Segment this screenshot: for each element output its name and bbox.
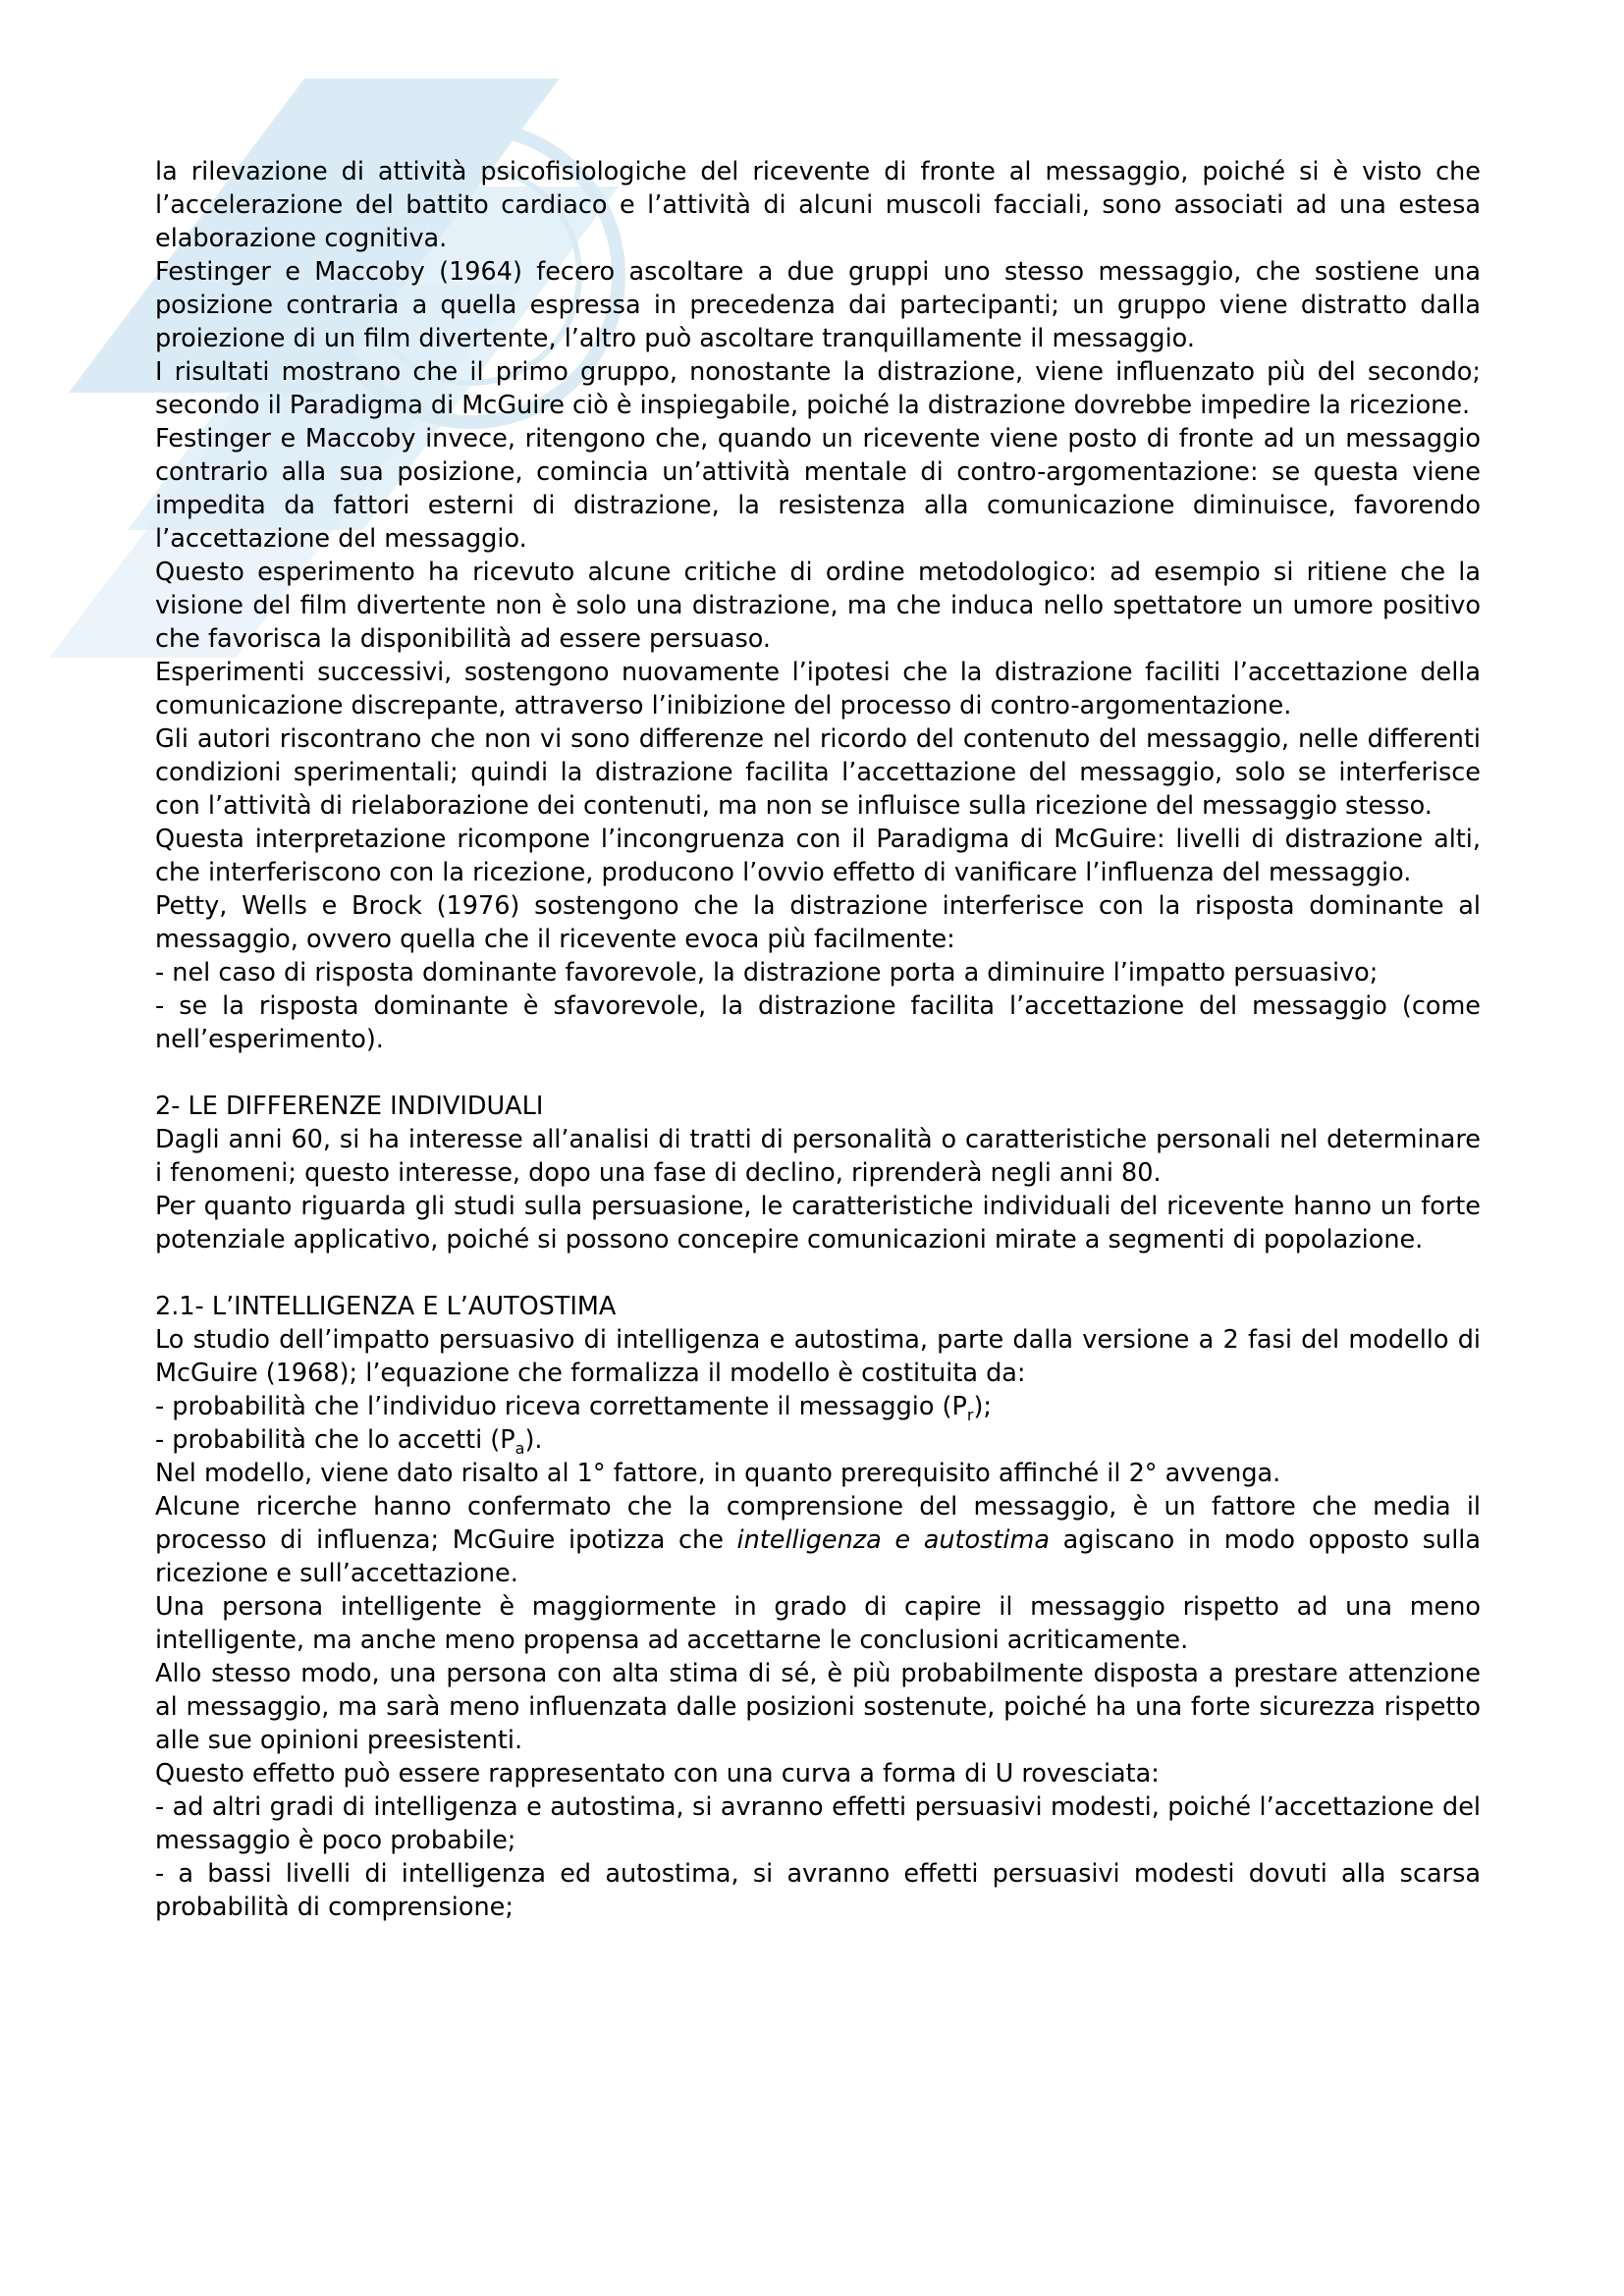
paragraph: I risultati mostrano che il primo gruppo, nonostante la distrazione, viene influenzato più del secondo; secondo il Paradigma di McGuire ciò è inspiegabile, poiché la distrazione dovrebbe impedire la ricezione. — [155, 357, 1481, 420]
paragraph: Festinger e Maccoby invece, ritengono che, quando un ricevente viene posto di fronte ad un messaggio contrario alla sua posizione, comincia un’attività mentale di contro-argomentazione: se questa viene impedita da fattori esterni di distrazione, la resistenza alla comunicazione diminuisce, favorendo l’accettazione del messaggio. — [155, 424, 1481, 554]
list-item: - nel caso di risposta dominante favorevole, la distrazione porta a diminuire l’impatto persuasivo; — [155, 958, 1379, 988]
paragraph: Questa interpretazione ricompone l’incongruenza con il Paradigma di McGuire: livelli di distrazione alti, che interferiscono con la ricezione, producono l’ovvio effetto di vanificare l’influenza del messaggio. — [155, 825, 1481, 887]
paragraph: Gli autori riscontrano che non vi sono differenze nel ricordo del contenuto del messaggio, nelle differenti condizioni sperimentali; quindi la distrazione facilita l’accettazione del messaggio, solo se interferisce con l’attività di rielaborazione dei contenuti, ma non se influisce sulla ricezione del messaggio stesso. — [155, 724, 1481, 821]
subscript: a — [514, 1439, 525, 1459]
paragraph: Questo esperimento ha ricevuto alcune critiche di ordine metodologico: ad esempio si ritiene che la visione del film divertente non è solo una distrazione, ma che induca nello spettatore un umore positivo che favorisca la disponibilità ad essere persuaso. — [155, 558, 1481, 654]
paragraph: Dagli anni 60, si ha interesse all’analisi di tratti di personalità o caratteristiche personali nel determinare i fenomeni; questo interesse, dopo una fase di declino, riprenderà negli anni 80. — [155, 1125, 1481, 1188]
paragraph: Nel modello, viene dato risalto al 1° fattore, in quanto prerequisito affinché il 2° avvenga. — [155, 1459, 1281, 1488]
list-item-end: ); — [973, 1392, 993, 1421]
paragraph: Allo stesso modo, una persona con alta stima di sé, è più probabilmente disposta a prestare attenzione al messaggio, ma sarà meno influenzata dalle posizioni sostenute, poiché ha una forte sicurezza rispetto alle sue opinioni preesistenti. — [155, 1659, 1481, 1755]
list-item-text: - probabilità che lo accetti (P — [155, 1425, 515, 1455]
paragraph: Lo studio dell’impatto persuasivo di intelligenza e autostima, parte dalla versione a 2 fasi del modello di McGuire (1968); l’equazione che formalizza il modello è costituita da: — [155, 1325, 1481, 1388]
paragraph: Questo effetto può essere rappresentato con una curva a forma di U rovesciata: — [155, 1759, 1160, 1789]
italic-text: intelligenza e autostima — [736, 1525, 1050, 1555]
list-item-text: - probabilità che l’individuo riceva correttamente il messaggio (P — [155, 1392, 967, 1421]
paragraph: Esperimenti successivi, sostengono nuovamente l’ipotesi che la distrazione faciliti l’accettazione della comunicazione discrepante, attraverso l’inibizione del processo di contro-argomentazione. — [155, 658, 1481, 721]
document-page — [155, 155, 1481, 1924]
subscript: r — [966, 1406, 974, 1425]
list-item: - se la risposta dominante è sfavorevole, la distrazione facilita l’accettazione del messaggio (come nell’esperimento). — [155, 991, 1481, 1054]
list-item-end: ). — [524, 1425, 543, 1455]
paragraph: Una persona intelligente è maggiormente in grado di capire il messaggio rispetto ad una meno intelligente, ma anche meno propensa ad accettarne le conclusioni acriticamente. — [155, 1592, 1481, 1655]
paragraph-text: Alcune ricerche hanno confermato che la comprensione del messaggio, è un fattore che media il processo di influenza; McGuire ipotizza che — [155, 1492, 1481, 1555]
list-item: - a bassi livelli di intelligenza ed autostima, si avranno effetti persuasivi modesti dovuti alla scarsa probabilità di comprensione; — [155, 1859, 1481, 1922]
list-item — [155, 1390, 1481, 1423]
section-heading: 2- LE DIFFERENZE INDIVIDUALI — [155, 1092, 544, 1121]
paragraph-text: agiscano in modo opposto sulla ricezione e sull’accettazione. — [155, 1525, 1481, 1588]
paragraph: Petty, Wells e Brock (1976) sostengono che la distrazione interferisce con la risposta dominante al messaggio, ovvero quella che il ricevente evoca più facilmente: — [155, 891, 1481, 954]
list-item: - ad altri gradi di intelligenza e autostima, si avranno effetti persuasivi modesti, poiché l’accettazione del messaggio è poco probabile; — [155, 1792, 1481, 1855]
paragraph: Per quanto riguarda gli studi sulla persuasione, le caratteristiche individuali del ricevente hanno un forte potenziale applicativo, poiché si possono concepire comunicazioni mirate a segmenti di popolazione. — [155, 1192, 1481, 1255]
list-item — [155, 1423, 1481, 1457]
paragraph — [155, 1490, 1481, 1590]
paragraph: la rilevazione di attività psicofisiologiche del ricevente di fronte al messaggio, poiché si è visto che l’accelerazione del battito cardiaco e l’attività di alcuni muscoli facciali, sono associati ad una estesa elaborazione cognitiva. — [155, 157, 1481, 253]
paragraph: Festinger e Maccoby (1964) fecero ascoltare a due gruppi uno stesso messaggio, che sostiene una posizione contraria a quella espressa in precedenza dai partecipanti; un gruppo viene distratto dalla proiezione di un film divertente, l’altro può ascoltare tranquillamente il messaggio. — [155, 257, 1481, 353]
section-heading: 2.1- L’INTELLIGENZA E L’AUTOSTIMA — [155, 1292, 617, 1321]
